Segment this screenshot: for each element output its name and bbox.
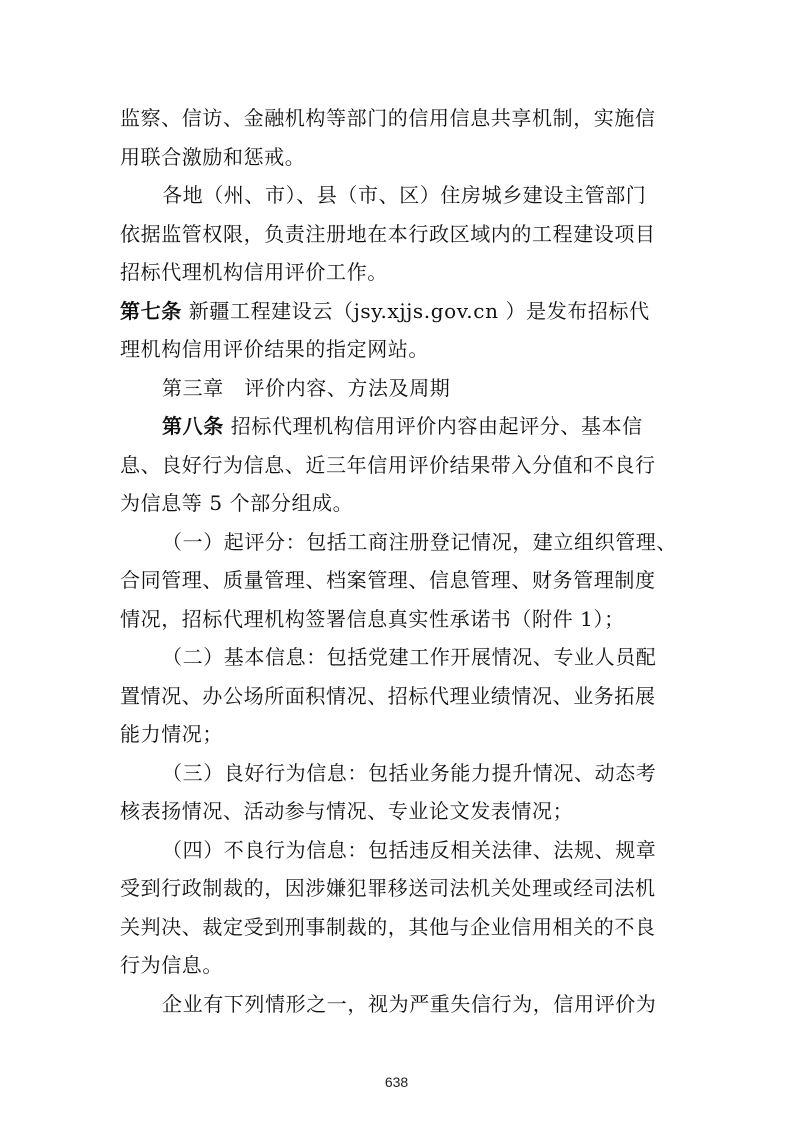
text-line: 监察、信访、金融机构等部门的信用信息共享机制，实施信	[120, 106, 656, 130]
text-line: （四）不良行为信息：包括违反相关法律、法规、规章	[162, 837, 657, 862]
text-line: 行为信息。	[120, 953, 223, 977]
page-number: 638	[384, 1074, 409, 1090]
article-7-line	[120, 292, 680, 331]
text-line: 能力情况；	[120, 722, 223, 746]
text-line: 为信息等 5 个部分组成。	[120, 491, 354, 515]
text-line: 关判决、裁定受到刑事制裁的，其他与企业信用相关的不良	[120, 914, 656, 939]
article-7-heading: 第七条	[120, 298, 182, 323]
text-line: （一）起评分：包括工商注册登记情况，建立组织管理、	[162, 529, 677, 554]
article-8-text: 招标代理机构信用评价内容由起评分、基本信	[223, 414, 643, 438]
text-line: 企业有下列情形之一，视为严重失信行为，信用评价为	[162, 991, 657, 1016]
text-line: 息、良好行为信息、近三年信用评价结果带入分值和不良行	[120, 452, 656, 477]
article-8-heading: 第八条	[162, 414, 224, 438]
article-7-text: 新疆工程建设云（jsy.xjjs.gov.cn ）是发布招标代	[181, 298, 650, 323]
article-8-line	[120, 407, 680, 446]
text-line: 各地（州、市）、县（市、区）住房城乡建设主管部门	[162, 183, 647, 207]
text-line: 合同管理、质量管理、档案管理、信息管理、财务管理制度	[120, 568, 656, 592]
text-line: 情况，招标代理机构签署信息真实性承诺书（附件 1）；	[120, 606, 625, 631]
text-line: 依据监管权限，负责注册地在本行政区域内的工程建设项目	[120, 221, 656, 246]
text-line: 理机构信用评价结果的指定网站。	[120, 337, 429, 361]
text-line: 核表扬情况、活动参与情况、专业论文发表情况；	[120, 799, 574, 823]
chapter-heading: 第三章 评价内容、方法及周期	[162, 375, 451, 400]
text-line: 招标代理机构信用评价工作。	[120, 260, 388, 284]
text-line: 受到行政制裁的，因涉嫌犯罪移送司法机关处理或经司法机	[120, 876, 656, 900]
text-line: （二）基本信息：包括党建工作开展情况、专业人员配	[162, 645, 657, 669]
text-line: 用联合激励和惩戒。	[120, 144, 306, 169]
body-text	[120, 99, 680, 1023]
text-line: （三）良好行为信息：包括业务能力提升情况、动态考	[162, 760, 657, 785]
text-line: 置情况、办公场所面积情况、招标代理业绩情况、业务拓展	[120, 683, 656, 708]
